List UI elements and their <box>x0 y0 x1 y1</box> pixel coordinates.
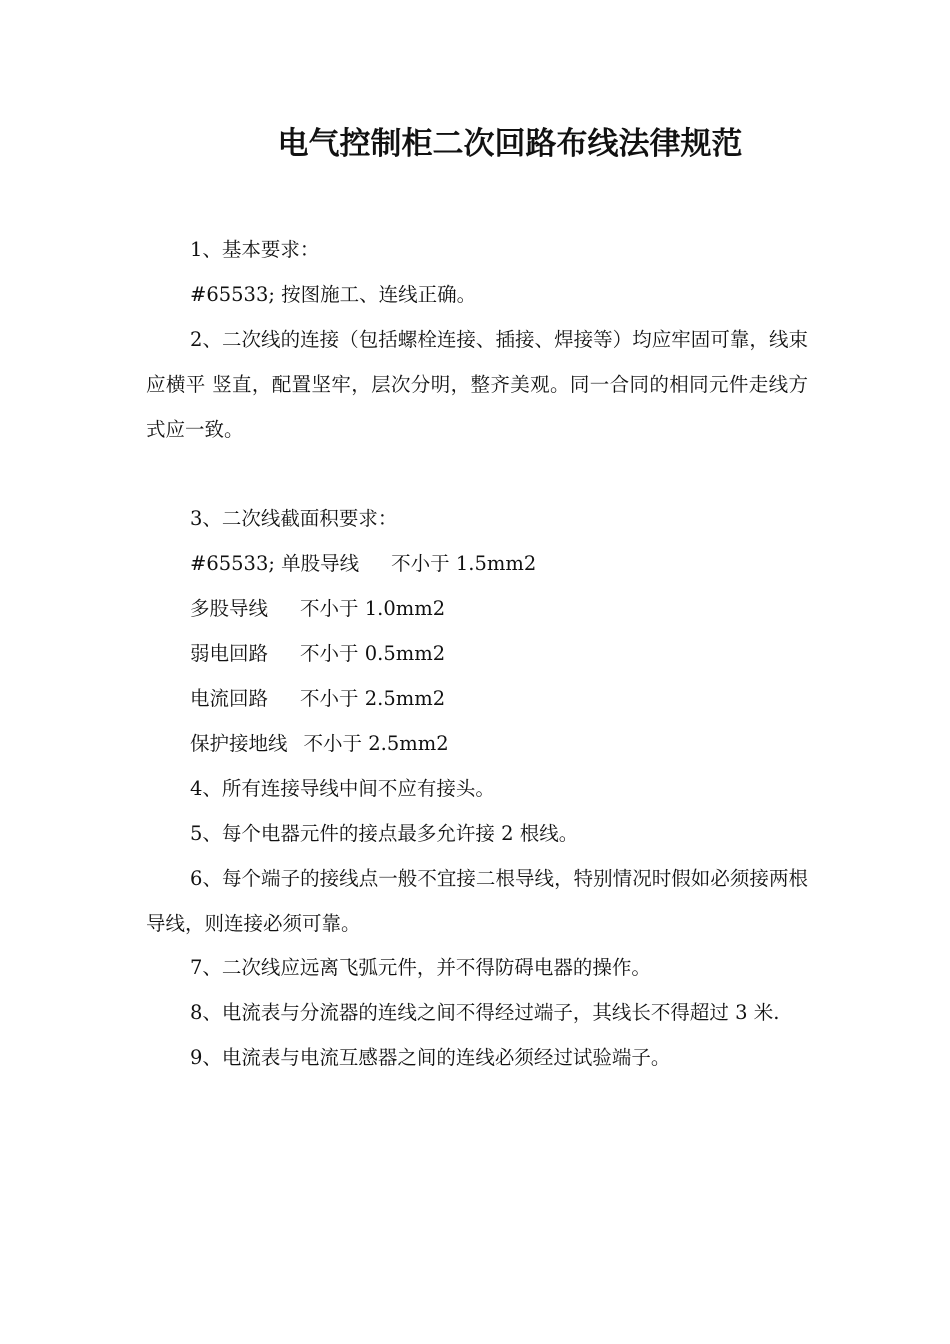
paragraph-no-joints: 4、所有连接导线中间不应有接头。 <box>190 776 495 800</box>
spec-protective-ground-wire <box>146 722 808 767</box>
paragraph-ammeter-shunt: 8、电流表与分流器的连线之间不得经过端子，其线长不得超过 3 米. <box>190 1001 780 1025</box>
spec-current-circuit <box>146 677 808 722</box>
paragraph-cross-section-requirements: 3、二次线截面积要求： <box>190 507 398 531</box>
document-body <box>146 228 808 1081</box>
paragraph-terminal-wiring: 6、每个端子的接线点一般不宜接二根导线，特别情况时假如必须接两根导线，则连接必须可靠。 <box>146 866 808 935</box>
spec-label: 电流回路 <box>190 687 269 711</box>
spec-value: 不小于 0.5mm2 <box>300 642 446 666</box>
spec-value: 不小于 2.5mm2 <box>303 731 449 755</box>
spec-label: 弱电回路 <box>190 642 269 666</box>
paragraph-ammeter-ct: 9、电流表与电流互感器之间的连线必须经过试验端子。 <box>190 1046 671 1070</box>
spec-weak-current-circuit <box>146 632 808 677</box>
spec-value: 不小于 1.5mm2 <box>391 552 537 576</box>
spec-value: 不小于 2.5mm2 <box>300 687 446 711</box>
spec-multi-strand-wire <box>146 587 808 632</box>
paragraph-connection-requirements: 2、二次线的连接（包括螺栓连接、插接、焊接等）均应牢固可靠，线束应横平 竖直，配置坚牢，层次分明，整齐美观。同一合同的相同元件走线方式应一致。 <box>146 327 808 441</box>
document-title: 电气控制柜二次回路布线法律规范 <box>277 126 743 162</box>
spec-label: #65533; 单股导线 <box>190 552 360 576</box>
paragraph-max-wires-per-contact: 5、每个电器元件的接点最多允许接 2 根线。 <box>190 821 579 845</box>
spec-value: 不小于 1.0mm2 <box>300 597 446 621</box>
paragraph-arc-components: 7、二次线应远离飞弧元件，并不得防碍电器的操作。 <box>190 956 651 980</box>
spec-label: 保护接地线 <box>190 731 288 755</box>
spec-single-strand-wire <box>146 542 808 587</box>
spec-label: 多股导线 <box>190 597 269 621</box>
paragraph-basic-requirements: 1、基本要求： <box>190 238 320 261</box>
blank-line <box>146 453 808 498</box>
paragraph-follow-drawing: #65533; 按图施工、连线正确。 <box>190 282 477 306</box>
